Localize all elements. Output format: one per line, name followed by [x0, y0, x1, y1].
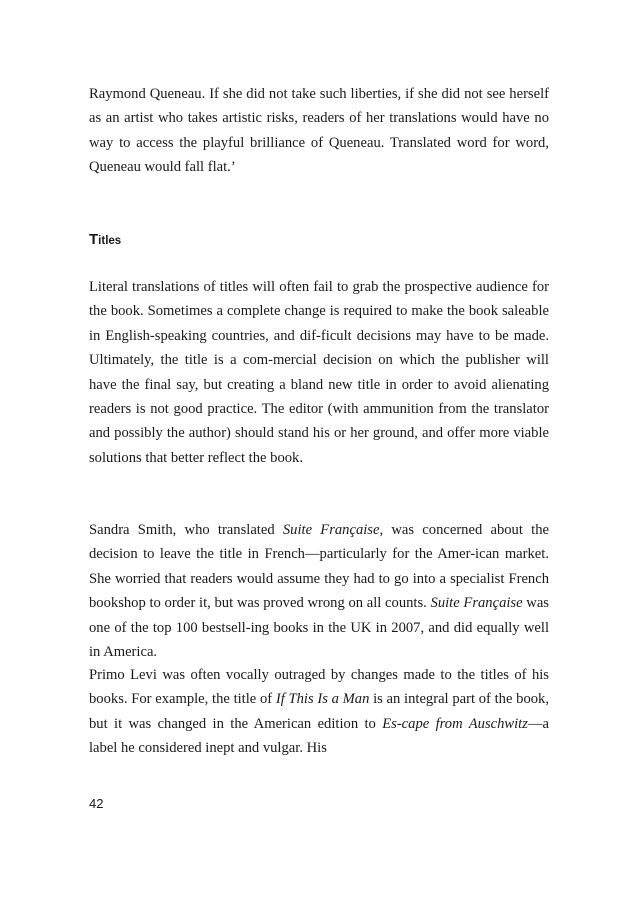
- section-heading-titles: [89, 230, 121, 251]
- text-run: —a label he considered inept and vulgar. His: [89, 715, 549, 757]
- text-run: was one of the top 100 bestsell-ing books in the UK in 2007, and did equally well in America.: [89, 595, 549, 661]
- book-title-italic: Suite Française: [282, 522, 380, 538]
- page-number: 42: [89, 796, 104, 811]
- book-title-italic: Es-cape from Auschwitz: [382, 715, 528, 732]
- paragraph-queneau: Raymond Queneau. If she did not take such liberties, if she did not see herself as an artist who takes artistic risks, readers of her translations would have no way to access the playful brilliance of Queneau. Translated word for word, Queneau would fall flat.’: [89, 86, 549, 176]
- paragraph-primo-levi: [89, 663, 549, 761]
- paragraph-sandra-smith: [89, 518, 549, 664]
- text-run: , was concerned about the decision to leave the title in French—particularly for the Amer-ican market. She worried that readers would assume they had to go into a specialist French bookshop to order it, but was proved wrong on all counts.: [89, 522, 549, 612]
- heading-rest: itles: [98, 235, 122, 247]
- paragraph-literal-translations: Literal translations of titles will often fail to grab the prospective audience for the book. Sometimes a complete change is required to make the book saleable in English-speaking countries, and dif-ficult decisions may have to be made. Ultimately, the title is a com-mercial decision on which the publisher will have the final say, but creating a bland new title in order to avoid alienating readers is not good practice. The editor (with ammunition from the translator and possibly the author) should stand his or her ground, and offer more viable solutions that better reflect the book.: [89, 279, 549, 466]
- book-title-italic: If This Is a Man: [275, 691, 370, 708]
- text-run: Primo Levi was often vocally outraged by changes made to the titles of his books. For example, the title of: [89, 667, 549, 708]
- text-run: Sandra Smith, who translated: [89, 522, 283, 538]
- text-run: is an integral part of the book, but it was changed in the American edition to: [89, 691, 549, 732]
- book-title-italic: Suite Française: [430, 595, 523, 612]
- heading-initial: T: [89, 231, 99, 248]
